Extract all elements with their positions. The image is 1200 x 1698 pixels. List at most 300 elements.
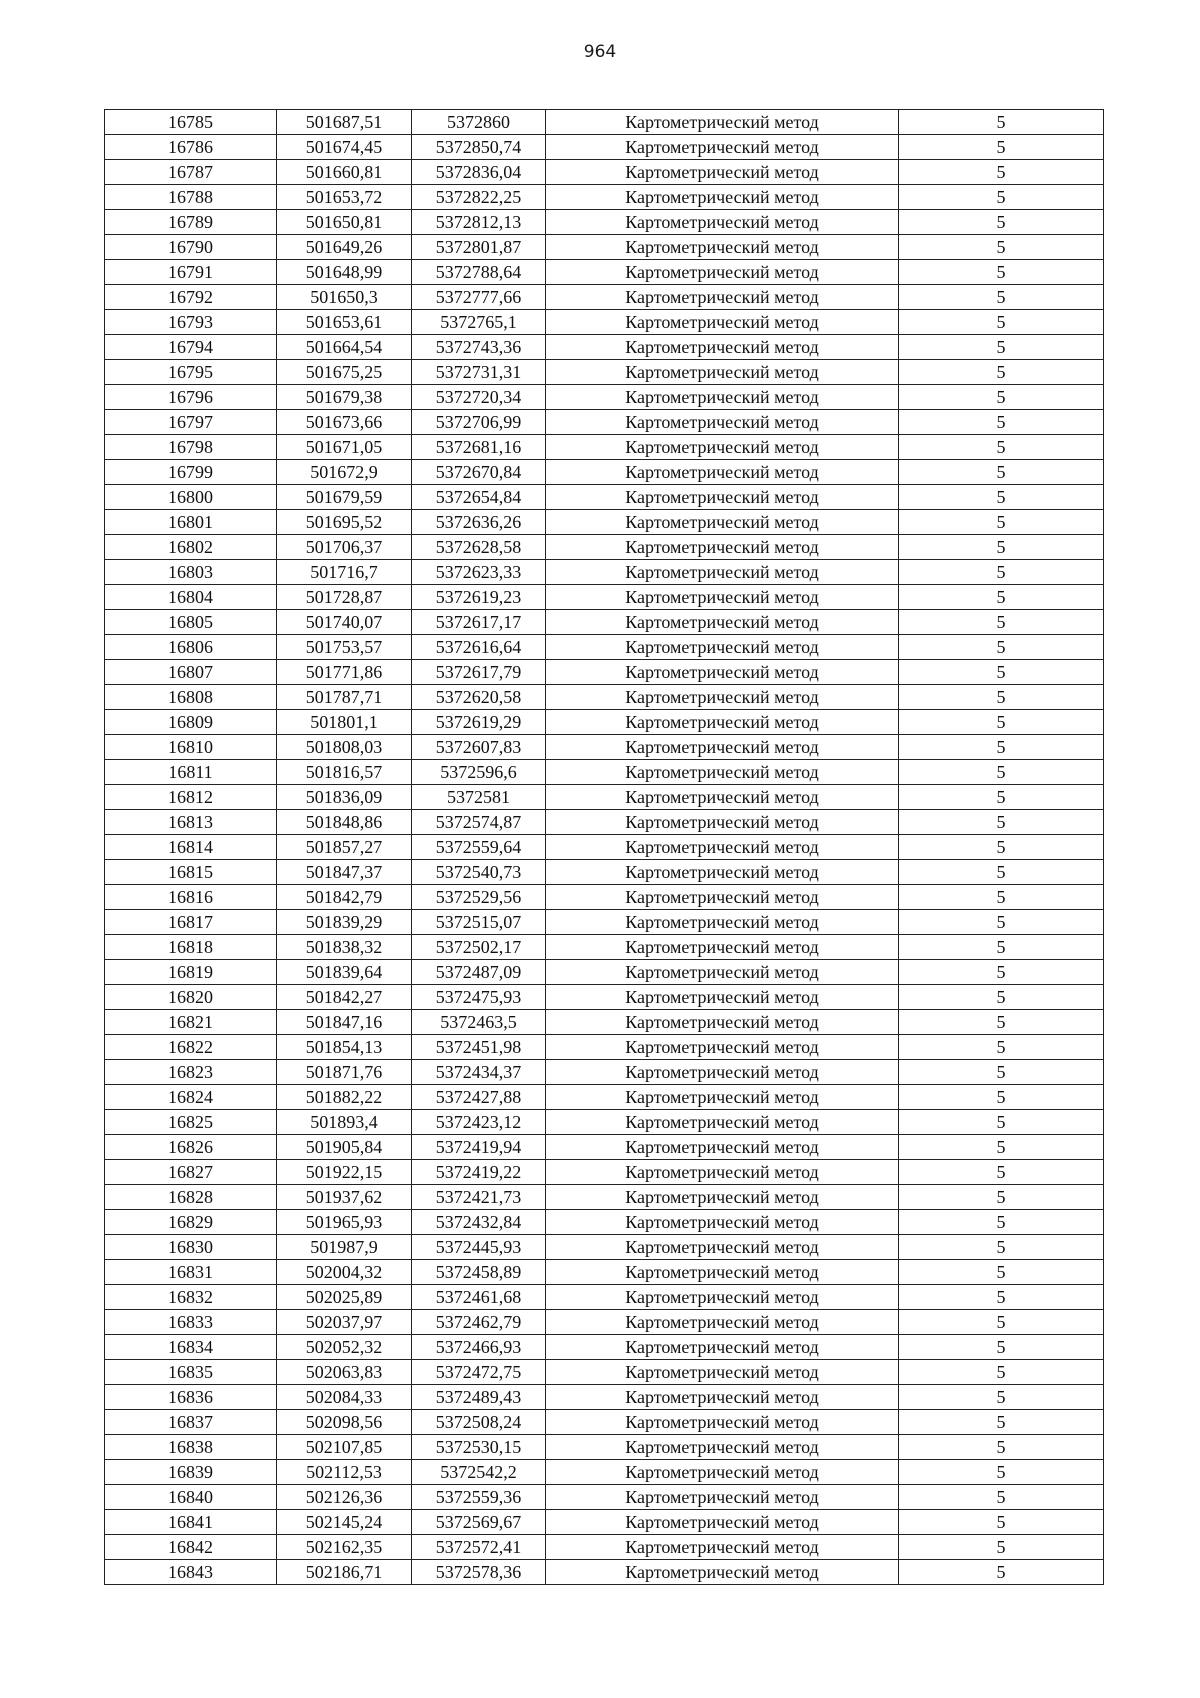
point-number-cell: 16841	[105, 1510, 277, 1535]
method-cell: Картометрический метод	[546, 935, 899, 960]
point-number-cell: 16822	[105, 1035, 277, 1060]
x-coordinate-cell: 501753,57	[277, 635, 412, 660]
table-row	[105, 385, 1104, 410]
accuracy-cell: 5	[899, 610, 1104, 635]
x-coordinate-cell: 501674,45	[277, 135, 412, 160]
x-coordinate-cell: 501771,86	[277, 660, 412, 685]
point-number-cell: 16807	[105, 660, 277, 685]
method-cell: Картометрический метод	[546, 1360, 899, 1385]
point-number-cell: 16816	[105, 885, 277, 910]
point-number-cell: 16835	[105, 1360, 277, 1385]
y-coordinate-cell: 5372540,73	[412, 860, 546, 885]
table-row	[105, 460, 1104, 485]
x-coordinate-cell: 502098,56	[277, 1410, 412, 1435]
y-coordinate-cell: 5372836,04	[412, 160, 546, 185]
accuracy-cell: 5	[899, 935, 1104, 960]
method-cell: Картометрический метод	[546, 960, 899, 985]
table-row	[105, 810, 1104, 835]
method-cell: Картометрический метод	[546, 160, 899, 185]
y-coordinate-cell: 5372475,93	[412, 985, 546, 1010]
point-number-cell: 16801	[105, 510, 277, 535]
y-coordinate-cell: 5372578,36	[412, 1560, 546, 1585]
table-row	[105, 1335, 1104, 1360]
method-cell: Картометрический метод	[546, 910, 899, 935]
accuracy-cell: 5	[899, 860, 1104, 885]
table-row	[105, 1535, 1104, 1560]
coordinates-table-body	[105, 110, 1104, 1585]
table-row	[105, 135, 1104, 160]
accuracy-cell: 5	[899, 660, 1104, 685]
x-coordinate-cell: 501671,05	[277, 435, 412, 460]
accuracy-cell: 5	[899, 760, 1104, 785]
table-row	[105, 110, 1104, 135]
x-coordinate-cell: 501808,03	[277, 735, 412, 760]
accuracy-cell: 5	[899, 1410, 1104, 1435]
method-cell: Картометрический метод	[546, 485, 899, 510]
y-coordinate-cell: 5372427,88	[412, 1085, 546, 1110]
y-coordinate-cell: 5372451,98	[412, 1035, 546, 1060]
y-coordinate-cell: 5372542,2	[412, 1460, 546, 1485]
point-number-cell: 16836	[105, 1385, 277, 1410]
method-cell: Картометрический метод	[546, 885, 899, 910]
accuracy-cell: 5	[899, 235, 1104, 260]
method-cell: Картометрический метод	[546, 1010, 899, 1035]
point-number-cell: 16792	[105, 285, 277, 310]
y-coordinate-cell: 5372706,99	[412, 410, 546, 435]
x-coordinate-cell: 502112,53	[277, 1460, 412, 1485]
accuracy-cell: 5	[899, 1360, 1104, 1385]
y-coordinate-cell: 5372419,22	[412, 1160, 546, 1185]
accuracy-cell: 5	[899, 1210, 1104, 1235]
point-number-cell: 16823	[105, 1060, 277, 1085]
accuracy-cell: 5	[899, 1185, 1104, 1210]
method-cell: Картометрический метод	[546, 1535, 899, 1560]
y-coordinate-cell: 5372466,93	[412, 1335, 546, 1360]
accuracy-cell: 5	[899, 1485, 1104, 1510]
method-cell: Картометрический метод	[546, 110, 899, 135]
method-cell: Картометрический метод	[546, 435, 899, 460]
method-cell: Картометрический метод	[546, 785, 899, 810]
point-number-cell: 16800	[105, 485, 277, 510]
table-row	[105, 935, 1104, 960]
point-number-cell: 16794	[105, 335, 277, 360]
table-row	[105, 1210, 1104, 1235]
point-number-cell: 16790	[105, 235, 277, 260]
method-cell: Картометрический метод	[546, 710, 899, 735]
table-row	[105, 1385, 1104, 1410]
y-coordinate-cell: 5372569,67	[412, 1510, 546, 1535]
x-coordinate-cell: 502052,32	[277, 1335, 412, 1360]
x-coordinate-cell: 501842,27	[277, 985, 412, 1010]
method-cell: Картометрический метод	[546, 210, 899, 235]
y-coordinate-cell: 5372574,87	[412, 810, 546, 835]
y-coordinate-cell: 5372743,36	[412, 335, 546, 360]
accuracy-cell: 5	[899, 560, 1104, 585]
accuracy-cell: 5	[899, 1010, 1104, 1035]
accuracy-cell: 5	[899, 1460, 1104, 1485]
point-number-cell: 16818	[105, 935, 277, 960]
accuracy-cell: 5	[899, 335, 1104, 360]
y-coordinate-cell: 5372515,07	[412, 910, 546, 935]
method-cell: Картометрический метод	[546, 410, 899, 435]
point-number-cell: 16834	[105, 1335, 277, 1360]
point-number-cell: 16805	[105, 610, 277, 635]
method-cell: Картометрический метод	[546, 685, 899, 710]
method-cell: Картометрический метод	[546, 310, 899, 335]
point-number-cell: 16788	[105, 185, 277, 210]
point-number-cell: 16787	[105, 160, 277, 185]
point-number-cell: 16813	[105, 810, 277, 835]
y-coordinate-cell: 5372458,89	[412, 1260, 546, 1285]
method-cell: Картометрический метод	[546, 610, 899, 635]
y-coordinate-cell: 5372670,84	[412, 460, 546, 485]
x-coordinate-cell: 501787,71	[277, 685, 412, 710]
method-cell: Картометрический метод	[546, 1135, 899, 1160]
x-coordinate-cell: 501706,37	[277, 535, 412, 560]
point-number-cell: 16804	[105, 585, 277, 610]
y-coordinate-cell: 5372777,66	[412, 285, 546, 310]
table-row	[105, 1485, 1104, 1510]
method-cell: Картометрический метод	[546, 585, 899, 610]
point-number-cell: 16833	[105, 1310, 277, 1335]
accuracy-cell: 5	[899, 635, 1104, 660]
accuracy-cell: 5	[899, 1060, 1104, 1085]
table-row	[105, 310, 1104, 335]
accuracy-cell: 5	[899, 310, 1104, 335]
y-coordinate-cell: 5372801,87	[412, 235, 546, 260]
accuracy-cell: 5	[899, 1235, 1104, 1260]
point-number-cell: 16821	[105, 1010, 277, 1035]
x-coordinate-cell: 501839,29	[277, 910, 412, 935]
method-cell: Картометрический метод	[546, 510, 899, 535]
method-cell: Картометрический метод	[546, 385, 899, 410]
point-number-cell: 16827	[105, 1160, 277, 1185]
x-coordinate-cell: 502162,35	[277, 1535, 412, 1560]
y-coordinate-cell: 5372445,93	[412, 1235, 546, 1260]
x-coordinate-cell: 502186,71	[277, 1560, 412, 1585]
y-coordinate-cell: 5372461,68	[412, 1285, 546, 1310]
point-number-cell: 16826	[105, 1135, 277, 1160]
table-row	[105, 1310, 1104, 1335]
point-number-cell: 16829	[105, 1210, 277, 1235]
point-number-cell: 16811	[105, 760, 277, 785]
x-coordinate-cell: 502025,89	[277, 1285, 412, 1310]
method-cell: Картометрический метод	[546, 1560, 899, 1585]
point-number-cell: 16799	[105, 460, 277, 485]
accuracy-cell: 5	[899, 1560, 1104, 1585]
method-cell: Картометрический метод	[546, 1460, 899, 1485]
table-row	[105, 160, 1104, 185]
y-coordinate-cell: 5372559,64	[412, 835, 546, 860]
y-coordinate-cell: 5372619,29	[412, 710, 546, 735]
x-coordinate-cell: 501857,27	[277, 835, 412, 860]
y-coordinate-cell: 5372421,73	[412, 1185, 546, 1210]
table-row	[105, 1360, 1104, 1385]
table-row	[105, 435, 1104, 460]
accuracy-cell: 5	[899, 1310, 1104, 1335]
method-cell: Картометрический метод	[546, 1385, 899, 1410]
x-coordinate-cell: 501839,64	[277, 960, 412, 985]
method-cell: Картометрический метод	[546, 1235, 899, 1260]
x-coordinate-cell: 501871,76	[277, 1060, 412, 1085]
accuracy-cell: 5	[899, 835, 1104, 860]
y-coordinate-cell: 5372559,36	[412, 1485, 546, 1510]
method-cell: Картометрический метод	[546, 260, 899, 285]
accuracy-cell: 5	[899, 1135, 1104, 1160]
table-row	[105, 285, 1104, 310]
x-coordinate-cell: 501847,37	[277, 860, 412, 885]
point-number-cell: 16828	[105, 1185, 277, 1210]
x-coordinate-cell: 501905,84	[277, 1135, 412, 1160]
method-cell: Картометрический метод	[546, 335, 899, 360]
method-cell: Картометрический метод	[546, 1085, 899, 1110]
y-coordinate-cell: 5372419,94	[412, 1135, 546, 1160]
method-cell: Картометрический метод	[546, 735, 899, 760]
point-number-cell: 16789	[105, 210, 277, 235]
table-row	[105, 760, 1104, 785]
y-coordinate-cell: 5372850,74	[412, 135, 546, 160]
x-coordinate-cell: 501650,81	[277, 210, 412, 235]
method-cell: Картометрический метод	[546, 235, 899, 260]
y-coordinate-cell: 5372530,15	[412, 1435, 546, 1460]
table-row	[105, 410, 1104, 435]
table-row	[105, 985, 1104, 1010]
accuracy-cell: 5	[899, 1510, 1104, 1535]
table-row	[105, 1260, 1104, 1285]
method-cell: Картометрический метод	[546, 1260, 899, 1285]
x-coordinate-cell: 501882,22	[277, 1085, 412, 1110]
table-row	[105, 785, 1104, 810]
y-coordinate-cell: 5372572,41	[412, 1535, 546, 1560]
accuracy-cell: 5	[899, 535, 1104, 560]
method-cell: Картометрический метод	[546, 185, 899, 210]
accuracy-cell: 5	[899, 985, 1104, 1010]
y-coordinate-cell: 5372596,6	[412, 760, 546, 785]
method-cell: Картометрический метод	[546, 1060, 899, 1085]
y-coordinate-cell: 5372620,58	[412, 685, 546, 710]
accuracy-cell: 5	[899, 485, 1104, 510]
point-number-cell: 16824	[105, 1085, 277, 1110]
table-row	[105, 210, 1104, 235]
method-cell: Картометрический метод	[546, 810, 899, 835]
x-coordinate-cell: 501649,26	[277, 235, 412, 260]
y-coordinate-cell: 5372654,84	[412, 485, 546, 510]
x-coordinate-cell: 501801,1	[277, 710, 412, 735]
method-cell: Картометрический метод	[546, 1160, 899, 1185]
table-row	[105, 635, 1104, 660]
y-coordinate-cell: 5372472,75	[412, 1360, 546, 1385]
y-coordinate-cell: 5372812,13	[412, 210, 546, 235]
table-row	[105, 560, 1104, 585]
point-number-cell: 16796	[105, 385, 277, 410]
point-number-cell: 16820	[105, 985, 277, 1010]
point-number-cell: 16840	[105, 1485, 277, 1510]
accuracy-cell: 5	[899, 1110, 1104, 1135]
method-cell: Картометрический метод	[546, 1435, 899, 1460]
x-coordinate-cell: 501660,81	[277, 160, 412, 185]
table-row	[105, 1460, 1104, 1485]
y-coordinate-cell: 5372581	[412, 785, 546, 810]
x-coordinate-cell: 502107,85	[277, 1435, 412, 1460]
method-cell: Картометрический метод	[546, 285, 899, 310]
point-number-cell: 16839	[105, 1460, 277, 1485]
table-row	[105, 1060, 1104, 1085]
y-coordinate-cell: 5372434,37	[412, 1060, 546, 1085]
x-coordinate-cell: 502145,24	[277, 1510, 412, 1535]
accuracy-cell: 5	[899, 460, 1104, 485]
table-row	[105, 1285, 1104, 1310]
accuracy-cell: 5	[899, 435, 1104, 460]
accuracy-cell: 5	[899, 735, 1104, 760]
coordinates-table	[104, 109, 1104, 1585]
x-coordinate-cell: 501922,15	[277, 1160, 412, 1185]
method-cell: Картометрический метод	[546, 985, 899, 1010]
y-coordinate-cell: 5372607,83	[412, 735, 546, 760]
point-number-cell: 16798	[105, 435, 277, 460]
accuracy-cell: 5	[899, 1260, 1104, 1285]
method-cell: Картометрический метод	[546, 135, 899, 160]
point-number-cell: 16819	[105, 960, 277, 985]
table-row	[105, 1435, 1104, 1460]
table-row	[105, 1135, 1104, 1160]
accuracy-cell: 5	[899, 1335, 1104, 1360]
point-number-cell: 16785	[105, 110, 277, 135]
accuracy-cell: 5	[899, 810, 1104, 835]
x-coordinate-cell: 501965,93	[277, 1210, 412, 1235]
page-number: 964	[583, 42, 617, 62]
accuracy-cell: 5	[899, 1160, 1104, 1185]
point-number-cell: 16814	[105, 835, 277, 860]
y-coordinate-cell: 5372860	[412, 110, 546, 135]
accuracy-cell: 5	[899, 1035, 1104, 1060]
point-number-cell: 16793	[105, 310, 277, 335]
y-coordinate-cell: 5372765,1	[412, 310, 546, 335]
x-coordinate-cell: 501842,79	[277, 885, 412, 910]
x-coordinate-cell: 501893,4	[277, 1110, 412, 1135]
table-row	[105, 610, 1104, 635]
table-row	[105, 510, 1104, 535]
method-cell: Картометрический метод	[546, 1110, 899, 1135]
table-row	[105, 1185, 1104, 1210]
table-row	[105, 585, 1104, 610]
x-coordinate-cell: 502063,83	[277, 1360, 412, 1385]
table-row	[105, 685, 1104, 710]
point-number-cell: 16803	[105, 560, 277, 585]
y-coordinate-cell: 5372487,09	[412, 960, 546, 985]
x-coordinate-cell: 501687,51	[277, 110, 412, 135]
method-cell: Картометрический метод	[546, 535, 899, 560]
table-row	[105, 1560, 1104, 1585]
y-coordinate-cell: 5372423,12	[412, 1110, 546, 1135]
x-coordinate-cell: 501987,9	[277, 1235, 412, 1260]
table-row	[105, 1235, 1104, 1260]
point-number-cell: 16810	[105, 735, 277, 760]
method-cell: Картометрический метод	[546, 1185, 899, 1210]
point-number-cell: 16809	[105, 710, 277, 735]
x-coordinate-cell: 501838,32	[277, 935, 412, 960]
table-row	[105, 835, 1104, 860]
method-cell: Картометрический метод	[546, 1335, 899, 1360]
x-coordinate-cell: 501854,13	[277, 1035, 412, 1060]
x-coordinate-cell: 502037,97	[277, 1310, 412, 1335]
y-coordinate-cell: 5372822,25	[412, 185, 546, 210]
x-coordinate-cell: 501679,38	[277, 385, 412, 410]
method-cell: Картометрический метод	[546, 1210, 899, 1235]
y-coordinate-cell: 5372623,33	[412, 560, 546, 585]
x-coordinate-cell: 501648,99	[277, 260, 412, 285]
x-coordinate-cell: 502004,32	[277, 1260, 412, 1285]
x-coordinate-cell: 501816,57	[277, 760, 412, 785]
y-coordinate-cell: 5372681,16	[412, 435, 546, 460]
table-row	[105, 185, 1104, 210]
x-coordinate-cell: 502126,36	[277, 1485, 412, 1510]
y-coordinate-cell: 5372636,26	[412, 510, 546, 535]
y-coordinate-cell: 5372489,43	[412, 1385, 546, 1410]
point-number-cell: 16831	[105, 1260, 277, 1285]
x-coordinate-cell: 501672,9	[277, 460, 412, 485]
point-number-cell: 16837	[105, 1410, 277, 1435]
table-row	[105, 1110, 1104, 1135]
point-number-cell: 16815	[105, 860, 277, 885]
point-number-cell: 16817	[105, 910, 277, 935]
table-row	[105, 735, 1104, 760]
point-number-cell: 16797	[105, 410, 277, 435]
y-coordinate-cell: 5372432,84	[412, 1210, 546, 1235]
y-coordinate-cell: 5372502,17	[412, 935, 546, 960]
x-coordinate-cell: 501650,3	[277, 285, 412, 310]
y-coordinate-cell: 5372619,23	[412, 585, 546, 610]
table-row	[105, 485, 1104, 510]
x-coordinate-cell: 501673,66	[277, 410, 412, 435]
x-coordinate-cell: 501653,61	[277, 310, 412, 335]
x-coordinate-cell: 501847,16	[277, 1010, 412, 1035]
accuracy-cell: 5	[899, 885, 1104, 910]
table-row	[105, 885, 1104, 910]
method-cell: Картометрический метод	[546, 1310, 899, 1335]
point-number-cell: 16842	[105, 1535, 277, 1560]
x-coordinate-cell: 501679,59	[277, 485, 412, 510]
method-cell: Картометрический метод	[546, 1485, 899, 1510]
table-row	[105, 1010, 1104, 1035]
y-coordinate-cell: 5372628,58	[412, 535, 546, 560]
accuracy-cell: 5	[899, 285, 1104, 310]
method-cell: Картометрический метод	[546, 860, 899, 885]
accuracy-cell: 5	[899, 1085, 1104, 1110]
accuracy-cell: 5	[899, 410, 1104, 435]
method-cell: Картометрический метод	[546, 835, 899, 860]
table-row	[105, 360, 1104, 385]
x-coordinate-cell: 501653,72	[277, 185, 412, 210]
point-number-cell: 16806	[105, 635, 277, 660]
table-row	[105, 960, 1104, 985]
method-cell: Картометрический метод	[546, 1410, 899, 1435]
x-coordinate-cell: 501675,25	[277, 360, 412, 385]
accuracy-cell: 5	[899, 210, 1104, 235]
y-coordinate-cell: 5372617,79	[412, 660, 546, 685]
accuracy-cell: 5	[899, 385, 1104, 410]
table-row	[105, 660, 1104, 685]
x-coordinate-cell: 502084,33	[277, 1385, 412, 1410]
y-coordinate-cell: 5372463,5	[412, 1010, 546, 1035]
accuracy-cell: 5	[899, 710, 1104, 735]
table-row	[105, 1035, 1104, 1060]
accuracy-cell: 5	[899, 960, 1104, 985]
table-row	[105, 235, 1104, 260]
point-number-cell: 16825	[105, 1110, 277, 1135]
y-coordinate-cell: 5372529,56	[412, 885, 546, 910]
y-coordinate-cell: 5372462,79	[412, 1310, 546, 1335]
method-cell: Картометрический метод	[546, 1035, 899, 1060]
